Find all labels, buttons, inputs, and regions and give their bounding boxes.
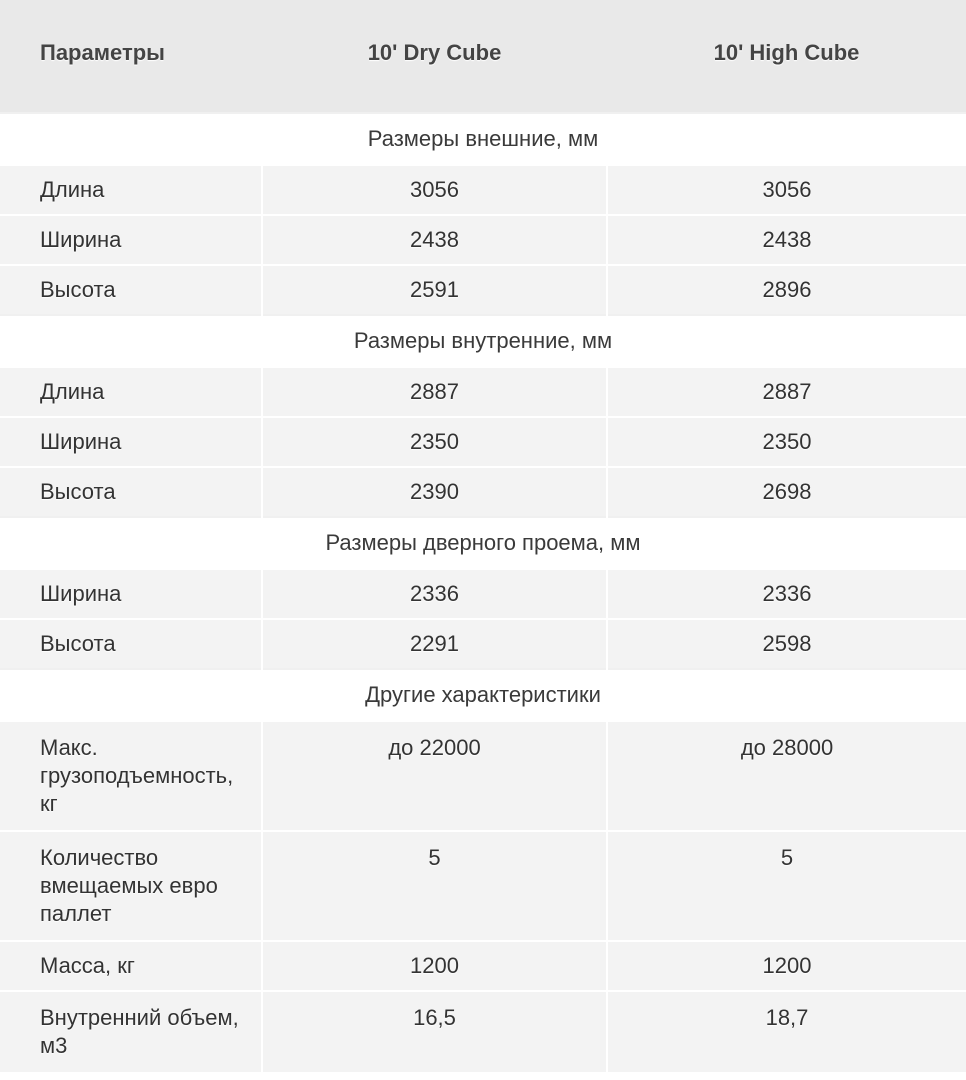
header-parameters: Параметры bbox=[40, 40, 165, 65]
table-row bbox=[0, 831, 966, 941]
dry-cube-value: 16,5 bbox=[262, 991, 607, 1072]
section-title: Другие характеристики bbox=[0, 669, 966, 721]
row-label: Длина bbox=[0, 165, 262, 215]
dry-cube-value: 5 bbox=[262, 831, 607, 941]
table-row bbox=[0, 417, 966, 467]
dry-cube-value: 2291 bbox=[262, 619, 607, 669]
dry-cube-value: до 22000 bbox=[262, 721, 607, 831]
section-row-internal bbox=[0, 315, 966, 367]
dry-cube-value: 2591 bbox=[262, 265, 607, 315]
section-title: Размеры внутренние, мм bbox=[0, 315, 966, 367]
row-label: Высота bbox=[0, 619, 262, 669]
high-cube-value: 2438 bbox=[607, 215, 966, 265]
dry-cube-value: 2336 bbox=[262, 569, 607, 619]
table-row bbox=[0, 265, 966, 315]
table-row bbox=[0, 721, 966, 831]
section-title: Размеры дверного проема, мм bbox=[0, 517, 966, 569]
header-dry-cube: 10' Dry Cube bbox=[367, 40, 502, 65]
dry-cube-value: 1200 bbox=[262, 941, 607, 991]
high-cube-value: 2598 bbox=[607, 619, 966, 669]
row-label: Длина bbox=[0, 367, 262, 417]
row-label: Высота bbox=[0, 467, 262, 517]
section-row-external bbox=[0, 113, 966, 165]
high-cube-value: 18,7 bbox=[607, 991, 966, 1072]
section-row-other bbox=[0, 669, 966, 721]
high-cube-value: 2698 bbox=[607, 467, 966, 517]
section-row-door bbox=[0, 517, 966, 569]
row-label: Макс. грузоподъемность, кг bbox=[0, 721, 262, 831]
row-label: Ширина bbox=[0, 569, 262, 619]
high-cube-value: 1200 bbox=[607, 941, 966, 991]
row-label: Ширина bbox=[0, 215, 262, 265]
dry-cube-value: 2438 bbox=[262, 215, 607, 265]
table-row bbox=[0, 991, 966, 1072]
high-cube-value: до 28000 bbox=[607, 721, 966, 831]
table-row bbox=[0, 619, 966, 669]
high-cube-value: 2350 bbox=[607, 417, 966, 467]
table-header bbox=[0, 0, 966, 113]
section-title: Размеры внешние, мм bbox=[0, 113, 966, 165]
dry-cube-value: 3056 bbox=[262, 165, 607, 215]
header-high-cube: 10' High Cube bbox=[713, 40, 860, 65]
high-cube-value: 5 bbox=[607, 831, 966, 941]
high-cube-value: 2887 bbox=[607, 367, 966, 417]
table-row bbox=[0, 215, 966, 265]
dry-cube-value: 2350 bbox=[262, 417, 607, 467]
row-label: Масса, кг bbox=[0, 941, 262, 991]
table-row bbox=[0, 569, 966, 619]
row-label: Количество вмещаемых евро паллет bbox=[0, 831, 262, 941]
table-body bbox=[0, 113, 966, 1072]
high-cube-value: 3056 bbox=[607, 165, 966, 215]
row-label: Ширина bbox=[0, 417, 262, 467]
high-cube-value: 2896 bbox=[607, 265, 966, 315]
dry-cube-value: 2390 bbox=[262, 467, 607, 517]
table-row bbox=[0, 165, 966, 215]
row-label: Внутренний объем, м3 bbox=[0, 991, 262, 1072]
table-row bbox=[0, 941, 966, 991]
table-row bbox=[0, 367, 966, 417]
header-row bbox=[0, 0, 966, 113]
dry-cube-value: 2887 bbox=[262, 367, 607, 417]
row-label: Высота bbox=[0, 265, 262, 315]
high-cube-value: 2336 bbox=[607, 569, 966, 619]
table-row bbox=[0, 467, 966, 517]
